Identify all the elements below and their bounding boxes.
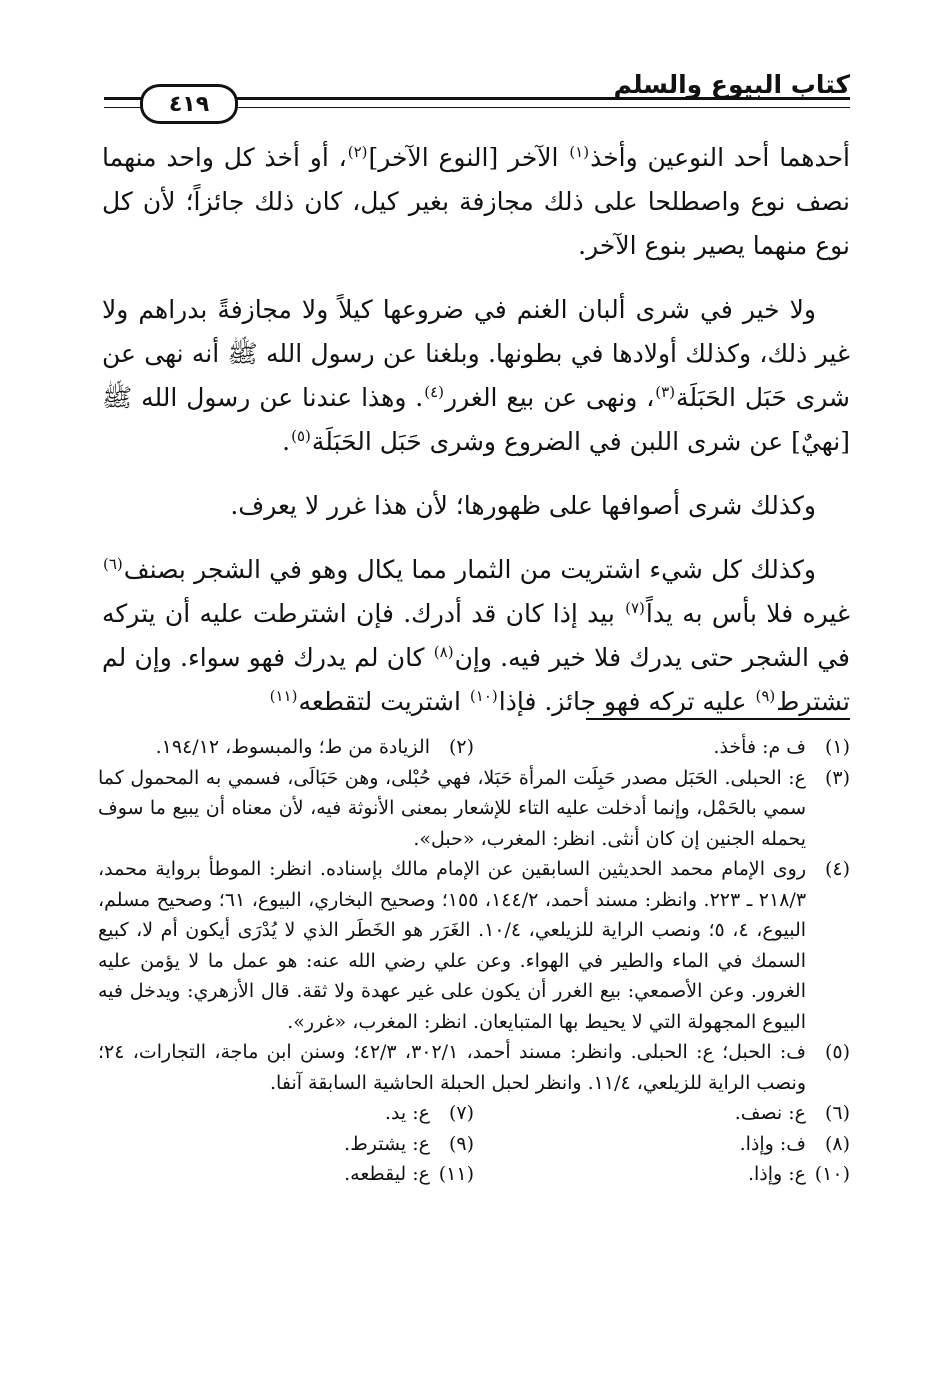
text-run: ، ونهى عن بيع الغرر	[445, 383, 655, 412]
footnote-marker-3: (٣)	[655, 383, 676, 401]
footnote-number: (٩)	[448, 1132, 474, 1155]
footnote-text: الزيادة من ط؛ والمبسوط، ١٩٤/١٢.	[155, 736, 430, 758]
footnote-marker-10: (١٠)	[469, 687, 498, 705]
footnote-marker-9: (٩)	[755, 687, 776, 705]
footnote-marker-6: (٦)	[103, 555, 123, 573]
footnote-text: ع: يد.	[384, 1102, 430, 1124]
footnote-text: ف: الحبل؛ ع: الحبلى. وانظر: مسند أحمد، ٣٠٢/١، ٤٢/٣؛ وسنن ابن ماجة، التجارات، ٢٤؛ ونصب الراية للزيلعي، ١١/٤. وانظر لحبل الحبلة الحاشية السابقة آنفا.	[98, 1041, 807, 1094]
footnote-number: (١٠)	[814, 1163, 850, 1185]
text-run: .	[282, 427, 291, 456]
footnote-number: (٧)	[448, 1102, 474, 1124]
footnote-5	[98, 1037, 850, 1098]
footnote-marker-8: (٨)	[433, 643, 454, 661]
footnote-marker-2: (٢)	[347, 143, 368, 161]
footnote-marker-11: (١١)	[269, 687, 298, 705]
footnote-3	[98, 763, 850, 855]
text-run: عليه تركه فهو جائز. فإذا	[498, 687, 755, 716]
text-run: اشتريت لتقطعه	[298, 687, 469, 716]
footnote-marker-4: (٤)	[424, 383, 445, 401]
footnote-6	[474, 1098, 850, 1129]
footnote-number: (٥)	[824, 1041, 850, 1063]
footnote-text: ع: الحبلى. الحَبَل مصدر حَبِلَت المرأة حَبَلا، فهي حُبْلى، وهن حَبَالَى، فسمي به المحمول كما سمي بالحَمْل، وإنما أدخلت عليه التاء للإشعار بمعنى الأنوثة فيه، لأن معناه أن يبيع ما سوف يحمله الجنين إن كان أنثى. انظر: المغرب، «حبل».	[98, 766, 806, 850]
text-run: أحدهما أحد النوعين وأخذ	[590, 143, 850, 172]
footnote-9	[98, 1129, 474, 1160]
text-run: غيره فلا بأس به يداً	[645, 599, 850, 628]
running-title: كتاب البيوع والسلم	[613, 70, 850, 99]
footnote-pair	[98, 1129, 850, 1160]
text-run: ، أو أخذ كل واحد منهما نصف نوع واصطلحا على ذلك مجازفة بغير كيل، كان ذلك جائزاً؛ لأن كل نوع منهما يصير بنوع الآخر.	[102, 143, 850, 260]
text-run: بيد إذا كان قد أدرك. فإن اشترطت عليه أن يتركه في الشجر حتى يدرك فلا خير فيه. وإن	[102, 599, 850, 672]
footnote-number: (٨)	[824, 1132, 850, 1155]
paragraph-2	[102, 288, 850, 464]
footnote-7	[98, 1098, 474, 1129]
footnote-number: (٤)	[824, 858, 850, 880]
text-run: كان لم يدرك فهو سواء. وإن لم تشترط	[102, 643, 850, 716]
text-run: وكذلك شرى أصوافها على ظهورها؛ لأن هذا غرر لا يعرف.	[230, 491, 816, 520]
footnote-text: ع: نصف.	[734, 1102, 806, 1124]
page-number-badge	[140, 84, 238, 124]
footnote-2	[98, 732, 474, 763]
footnote-marker-7: (٧)	[625, 599, 645, 617]
text-run: ولا خير في شرى ألبان الغنم في ضروعها كيلاً ولا مجازفةً بدراهم ولا غير ذلك، وكذلك أولادها في بطونها. وبلغنا عن رسول الله ﷺ أنه نهى عن شرى حَبَل الحَبَلَة	[102, 295, 850, 412]
footnote-marker-1: (١)	[569, 143, 590, 161]
footnote-pair	[98, 1159, 850, 1190]
footnote-number: (١١)	[438, 1163, 474, 1185]
footnote-text: ف: وإذا.	[739, 1132, 806, 1155]
body-text	[102, 136, 850, 744]
footnote-marker-5: (٥)	[291, 427, 311, 445]
footnote-text: ع: يشترط.	[344, 1132, 430, 1155]
footnote-11	[98, 1159, 474, 1190]
paragraph-4	[102, 548, 850, 724]
text-run: . وهذا عندنا عن رسول الله ﷺ [نهيٌ] عن شرى اللبن في الضروع وشرى حَبَل الحَبَلَة	[102, 383, 850, 456]
footnote-text: ع: ليقطعه.	[344, 1163, 430, 1185]
footnote-number: (١)	[824, 736, 850, 758]
footnote-number: (٣)	[824, 766, 850, 789]
footnote-number: (٢)	[448, 736, 474, 758]
footnote-1	[474, 732, 850, 763]
footnote-text: ف م: فأخذ.	[713, 736, 806, 758]
footnote-text: ع: وإذا.	[747, 1163, 806, 1185]
footnote-separator	[586, 718, 850, 720]
paragraph-1	[102, 136, 850, 268]
footnote-10	[474, 1159, 850, 1190]
paragraph-3	[102, 484, 850, 528]
footnote-pair	[98, 1098, 850, 1129]
text-run: الآخر [النوع الآخر]	[368, 143, 569, 172]
page-number: ٤١٩	[168, 91, 210, 117]
footnote-4	[98, 854, 850, 1037]
footnote-number: (٦)	[824, 1102, 850, 1124]
footnote-text: روى الإمام محمد الحديثين السابقين عن الإمام مالك بإسناده. انظر: الموطأ برواية محمد، ٢١٨/٣ ـ ٢٢٣. وانظر: مسند أحمد، ١٤٤/٢، ١٥٥؛ وصحيح البخاري، البيوع، ٦١؛ وصحيح مسلم، البيوع، ٤، ٥؛ ونصب الراية للزيلعي، ١٠/٤. الغَرَر هو الخَطَر الذي لا يُدْرَى أيكون أم لا، كبيع السمك في الماء والطير في الهواء. وعن علي رضي الله عنه: هو عمل ما لا يؤمن عليه الغرور. وعن الأصمعي: بيع الغرر أن يكون على غير عهدة ولا ثقة. قال الأزهري: ويدخل فيه البيوع المجهولة التي لا يحيط بها المتبايعان. انظر: المغرب، «غرر».	[98, 858, 807, 1033]
footnote-pair	[98, 732, 850, 763]
footnote-8	[474, 1129, 850, 1160]
footnotes	[98, 732, 850, 1190]
text-run: وكذلك كل شيء اشتريت من الثمار مما يكال وهو في الشجر بصنف	[123, 555, 816, 584]
